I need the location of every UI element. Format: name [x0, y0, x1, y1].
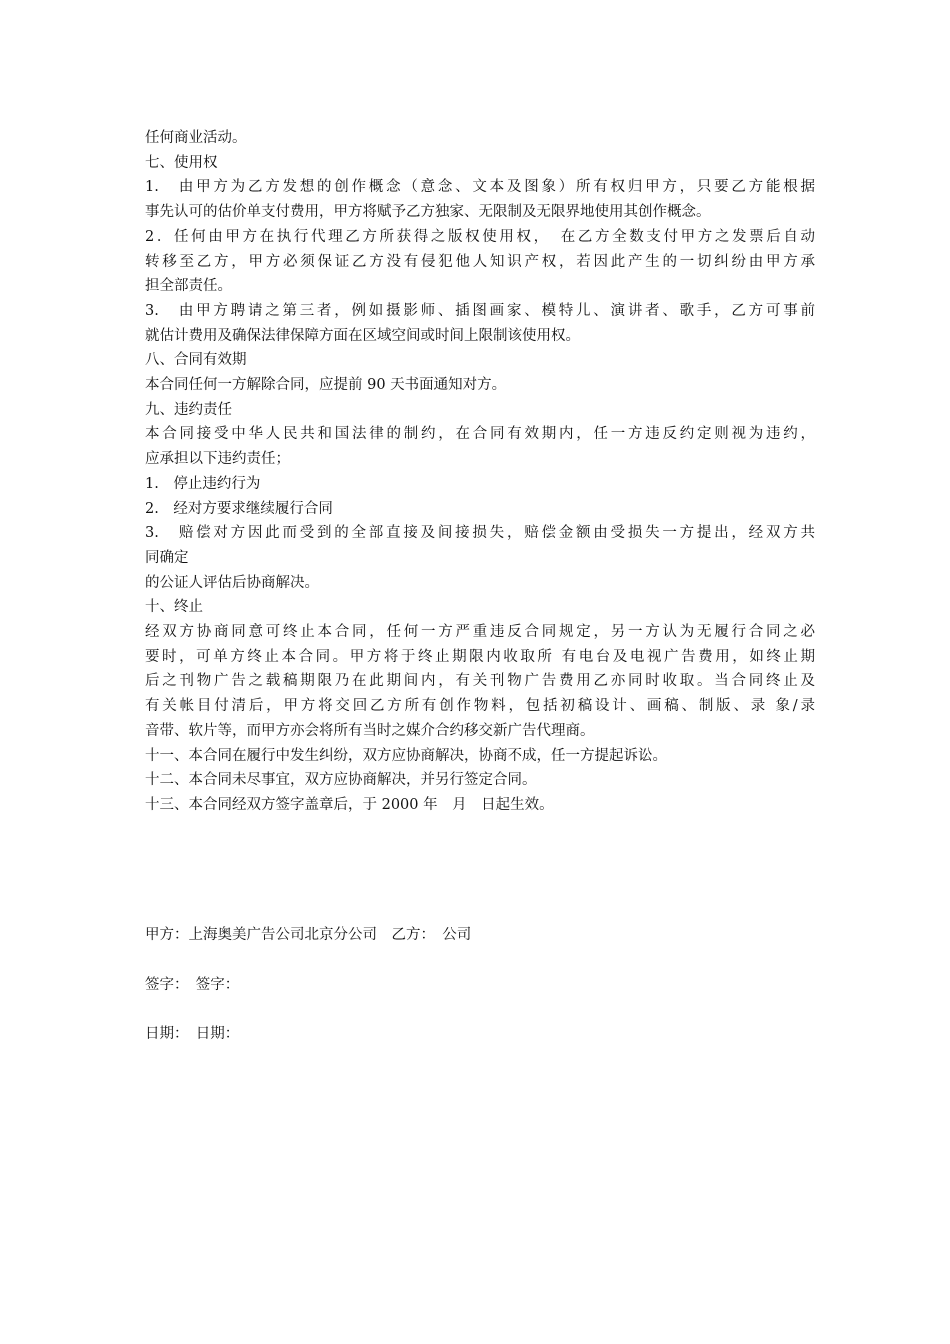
body-line: 同确定 [145, 549, 189, 566]
body-line: 就估计费用及确保法律保障方面在区域空间或时间上限制该使用权。 [145, 327, 580, 344]
body-line: 任何商业活动。 [145, 130, 247, 146]
section-heading-validity: 八、合同有效期 [145, 352, 247, 369]
clause-disputes: 十一、本合同在履行中发生纠纷，双方应协商解决，协商不成，任一方提起诉讼。 [145, 747, 667, 764]
body-line: 2．任何由甲方在执行代理乙方所获得之版权使用权， 在乙方全数支付甲方之发票后自动 [145, 228, 815, 245]
section-heading-breach: 九、违约责任 [145, 401, 232, 418]
body-line: 有关帐目付清后，甲方将交回乙方所有创作物料，包括初稿设计、画稿、制版、录 象/录 [145, 698, 815, 715]
body-line: 1. 由甲方为乙方发想的创作概念（意念、文本及图象）所有权归甲方，只要乙方能根据 [145, 179, 815, 196]
clause-effective-date: 十三、本合同经双方签字盖章后，于 2000 年 月 日起生效。 [145, 796, 554, 813]
section-heading-termination: 十、终止 [145, 599, 203, 616]
contract-body [145, 126, 815, 818]
body-line: 担全部责任。 [145, 278, 232, 295]
section-heading-usage-rights: 七、使用权 [145, 154, 218, 171]
body-line: 的公证人评估后协商解决。 [145, 574, 319, 591]
signature-date-line: 日期： 日期： [145, 1026, 240, 1042]
signature-parties: 甲方：上海奥美广告公司北京分公司 乙方： 公司 [145, 927, 472, 943]
body-line: 本合同任何一方解除合同，应提前 90 天书面通知对方。 [145, 377, 507, 394]
body-line: 后之刊物广告之载稿期限乃在此期间内，有关刊物广告费用乙亦同时收取。当合同终止及 [145, 673, 815, 690]
body-line: 转移至乙方，甲方必须保证乙方没有侵犯他人知识产权，若因此产生的一切纠纷由甲方承 [145, 253, 815, 270]
body-line: 要时，可单方终止本合同。甲方将于终止期限内收取所 有电台及电视广告费用，如终止期 [145, 648, 815, 665]
body-line: 2. 经对方要求继续履行合同 [145, 500, 333, 517]
signature-sign-line: 签字： 签字： [145, 977, 240, 993]
body-line: 1. 停止违约行为 [145, 475, 261, 492]
body-line: 本合同接受中华人民共和国法律的制约，在合同有效期内，任一方违反约定则视为违约， [145, 426, 815, 443]
body-line: 3. 由甲方聘请之第三者，例如摄影师、插图画家、模特儿、演讲者、歌手，乙方可事前 [145, 302, 815, 319]
clause-unresolved-matters: 十二、本合同未尽事宜，双方应协商解决，并另行签定合同。 [145, 772, 537, 789]
body-line: 应承担以下违约责任； [145, 451, 290, 468]
body-line: 经双方协商同意可终止本合同，任何一方严重违反合同规定，另一方认为无履行合同之必 [145, 624, 815, 641]
body-line: 3. 赔偿对方因此而受到的全部直接及间接损失，赔偿金额由受损失一方提出，经双方共 [145, 525, 815, 542]
body-line: 事先认可的估价单支付费用，甲方将赋予乙方独家、无限制及无限界地使用其创作概念。 [145, 204, 711, 221]
body-line: 音带、软片等，而甲方亦会将所有当时之媒介合约移交新广告代理商。 [145, 722, 595, 739]
